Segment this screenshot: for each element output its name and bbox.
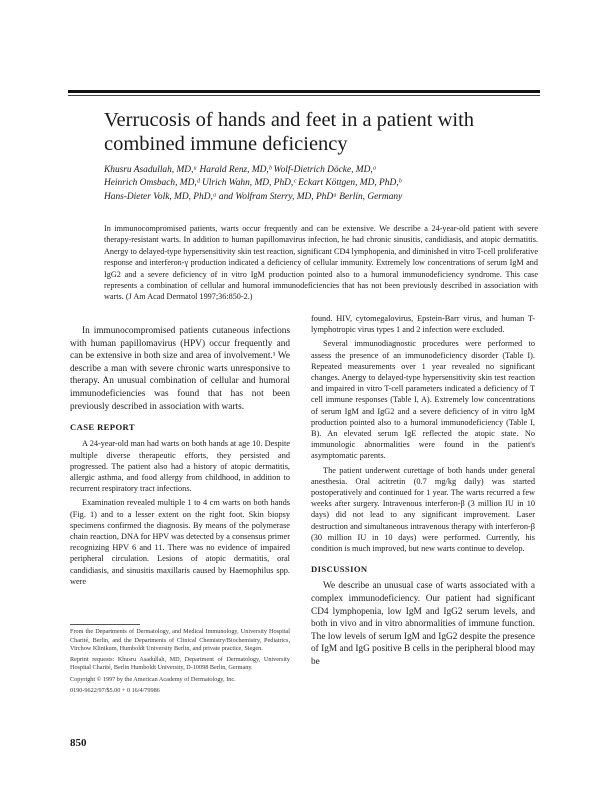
right-column — [311, 313, 535, 672]
left-column — [70, 325, 290, 590]
body-paragraph: Several immunodiagnostic procedures were performed to assess the presence of an immunodeficiency disorder (Table I). Repeated measurements over 1 year revealed no significant changes. Anergy to delayed-type hypersensitivity skin test reaction and impaired in vitro T-cell parameters indicated a deficiency of T cell immune responses (Table I, A). Extremely low concentrations of serum IgM and IgG2 and a severe deficiency of in vitro IgM production pointed also to a humoral immunodeficiency (Table I, B). An elevated serum IgE reflected the atopic state. No immunologic abnormalities were found in the patient's asymptomatic parents. — [311, 339, 535, 461]
body-paragraph: Examination revealed multiple 1 to 4 cm warts on both hands (Fig. 1) and to a lesser extent on the right foot. Skin biopsy specimens confirmed the diagnosis. By means of the polymerase chain reaction, DNA for HPV was detected by a consensus primer recognizing HPV 6 and 11. There was no evidence of impaired peripheral circulation. Lesions of atopic dermatitis, oral candidiasis, and sinusitis maxillaris caused by Haemophilus spp. were — [70, 498, 290, 586]
author-list — [104, 164, 544, 204]
body-paragraph: found. HIV, cytomegalovirus, Epstein-Barr virus, and human T-lymphotropic virus types 1 and 2 infection were excluded. — [311, 314, 535, 335]
footnote-divider — [70, 624, 140, 625]
case-report-heading: CASE REPORT — [70, 422, 135, 433]
author-line: Hans-Dieter Volk, MD, PhD,ᵃ and Wolfram Sterry, MD, PhDᵃ Berlin, Germany — [104, 191, 403, 202]
footnote-affiliations: From the Departments of Dermatology, and Medical Immunology, University Hospital Charité, Berlin, and the Departments of Clinical Chemistry/Biochemistry, Pediatrics, Virchow Klinikum, Humboldt University Berlin, and private practice, Siegen. — [70, 628, 290, 653]
footnote-reprints: Reprint requests: Khusru Asadullah, MD, Department of Dermatology, University Hospital Charité, Berlin Humboldt University, D-10098 Berlin, Germany. — [70, 655, 290, 672]
discussion-heading: DISCUSSION — [311, 564, 368, 575]
author-line: Heinrich Omsbach, MD,ᵈ Ulrich Wahn, MD, PhD,ᶜ Eckart Köttgen, MD, PhD,ᵇ — [104, 178, 402, 189]
discussion-paragraph: We describe an unusual case of warts associated with a complex immunodeficiency. Our patient had significant CD4 lymphopenia, low IgM and IgG2 serum levels, and both in vivo and in vitro abnormalities of immune function. The low levels of serum IgM and IgG2 despite the presence of IgM and IgG positive B cells in the peripheral blood may be — [311, 581, 535, 668]
footnotes — [70, 628, 290, 697]
footnote-code: 0190-9622/97/$5.00 + 0 16/4/79986 — [70, 686, 160, 694]
header-rule-thin — [68, 95, 540, 96]
page-number: 850 — [70, 737, 87, 749]
body-paragraph: The patient underwent curettage of both hands under general anesthesia. Oral acitretin (0.7 mg/kg daily) was started postoperatively and continued for 1 year. The warts recurred a few weeks after surgery. Intravenous interferon-β (3 million IU in 10 days) did not lead to any significant improvement. Laser destruction and simultaneous intravenous therapy with interferon-β (30 million IU in 10 days) were performed. Currently, his condition is much improved, but new warts continue to develop. — [311, 465, 535, 554]
abstract: In immunocompromised patients, warts occur frequently and can be extensive. We describe a 24-year-old patient with severe therapy-resistant warts. In addition to human papillomavirus infection, he had chronic sinusitis, candidiasis, and atopic dermatitis. Anergy to delayed-type hypersensitivity skin test reaction, significant CD4 lymphopenia, and diminished in vitro T-cell proliferative response and interferon-γ production indicated a deficiency of cellular immunity. Extremely low concentrations of serum IgM and IgG2 and a severe deficiency of in vitro IgM production pointed also to a humoral immunodeficiency syndrome. This case represents a combination of cellular and humoral immunodeficiencies that has not been previously described in association with warts. (J Am Acad Dermatol 1997;36:850-2.) — [104, 224, 538, 302]
body-paragraph: A 24-year-old man had warts on both hands at age 10. Despite multiple diverse therapeutic efforts, they persisted and progressed. The patient also had a history of atopic dermatitis, allergic asthma, and food allergy from childhood, in addition to recurrent respiratory tract infections. — [70, 439, 290, 494]
intro-paragraph: In immunocompromised patients cutaneous infections with human papillomavirus (HPV) occur frequently and can be extensive in both size and area of involvement.¹ We describe a man with severe chronic warts unresponsive to therapy. An unusual combination of cellular and humoral immunodeficiencies was found that has not been previously described in association with warts. — [70, 326, 290, 412]
article-title: Verrucosis of hands and feet in a patient with combined immune deficiency — [104, 109, 475, 155]
footnote-copyright: Copyright © 1997 by the American Academy of Dermatology, Inc. — [70, 675, 236, 683]
header-rule-thick — [68, 90, 540, 93]
author-line: Khusru Asadullah, MD,ᵃ Harald Renz, MD,ᵇ Wolf-Dietrich Döcke, MD,ᵃ — [104, 165, 377, 175]
